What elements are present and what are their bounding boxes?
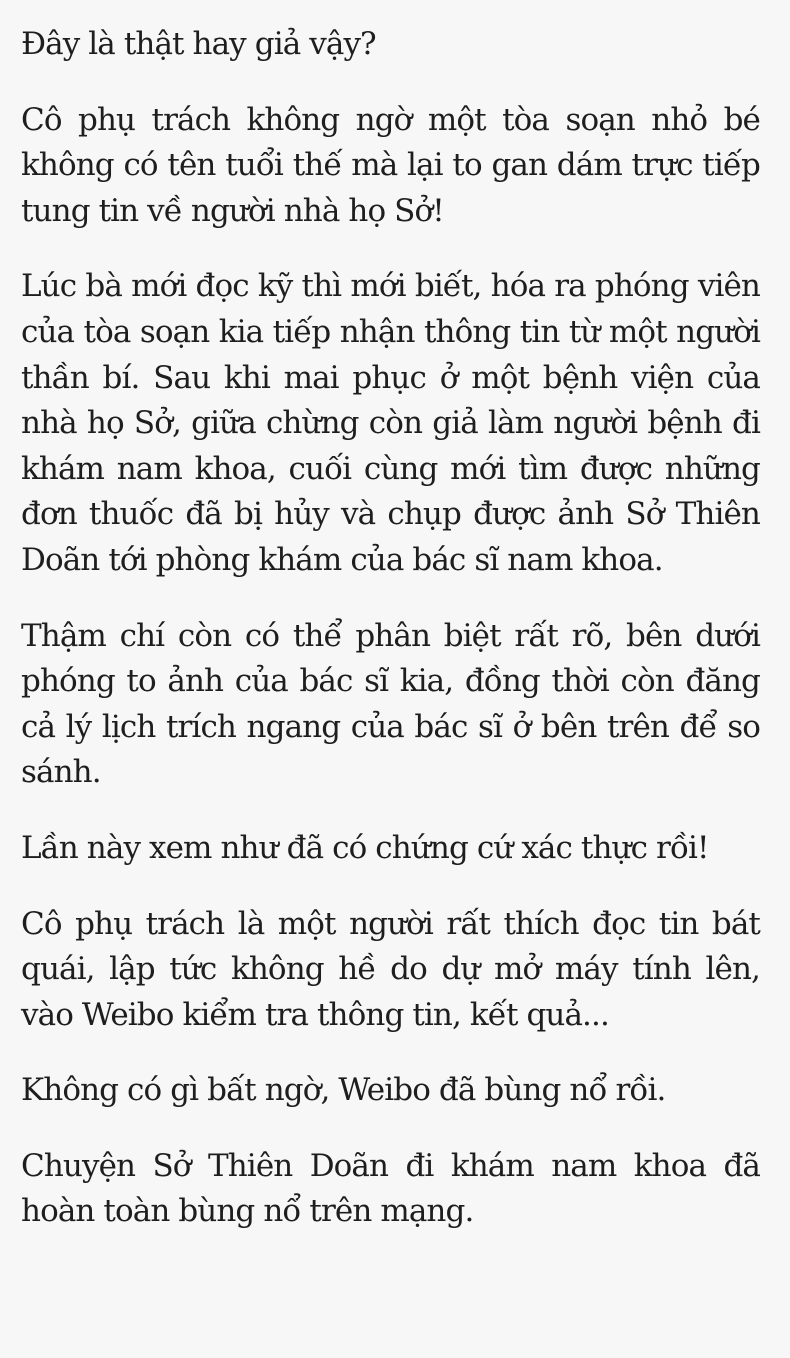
paragraph-4: Thậm chí còn có thể phân biệt rất rõ, bên dưới phóng to ảnh của bác sĩ kia, đồng thời còn đăng cả lý lịch trích ngang của bác sĩ ở bên trên để so sánh. — [21, 617, 760, 791]
paragraph-7: Không có gì bất ngờ, Weibo đã bùng nổ rồi. — [21, 1072, 666, 1109]
paragraph-2: Cô phụ trách không ngờ một tòa soạn nhỏ bé không có tên tuổi thế mà lại to gan dám trực tiếp tung tin về người nhà họ Sở! — [21, 101, 760, 229]
paragraph-3: Lúc bà mới đọc kỹ thì mới biết, hóa ra phóng viên của tòa soạn kia tiếp nhận thông tin từ một người thần bí. Sau khi mai phục ở một bệnh viện của nhà họ Sở, giữa chừng còn giả làm người bệnh đi khám nam khoa, cuối cùng mới tìm được những đơn thuốc đã bị hủy và chụp được ảnh Sở Thiên Doãn tới phòng khám của bác sĩ nam khoa. — [21, 268, 760, 578]
paragraph-1: Đây là thật hay giả vậy? — [21, 26, 376, 62]
paragraph-5: Lần này xem như đã có chứng cứ xác thực rồi! — [21, 829, 709, 866]
paragraph-6: Cô phụ trách là một người rất thích đọc tin bát quái, lập tức không hề do dự mở máy tính lên, vào Weibo kiểm tra thông tin, kết quả... — [21, 905, 760, 1033]
paragraph-8: Chuyện Sở Thiên Doãn đi khám nam khoa đã hoàn toàn bùng nổ trên mạng. — [21, 1147, 760, 1230]
